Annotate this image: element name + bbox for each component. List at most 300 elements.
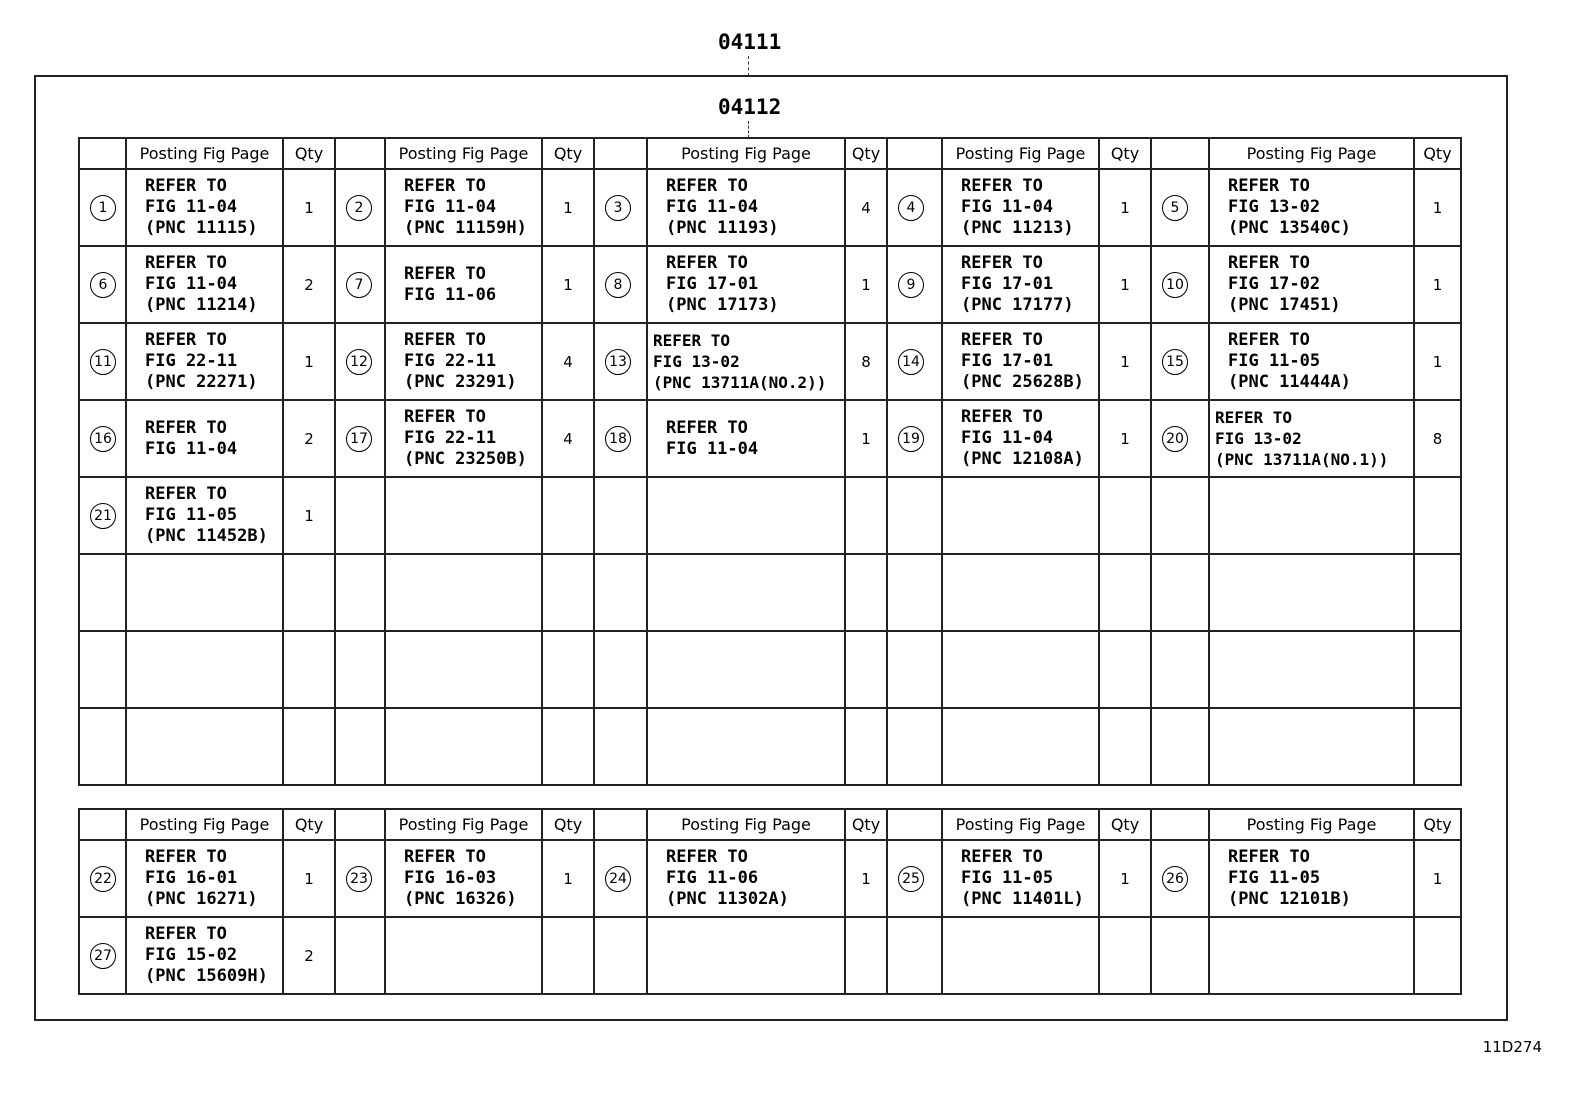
- index-cell: [335, 917, 385, 994]
- reference-text: [1210, 847, 1413, 910]
- reference-text: [648, 176, 844, 239]
- qty-cell: 1: [845, 840, 887, 917]
- reference-cell: [385, 631, 542, 708]
- index-cell: [594, 840, 647, 917]
- header-index-cell: [79, 138, 126, 169]
- reference-cell: [385, 246, 542, 323]
- reference-text: [943, 847, 1098, 910]
- index-cell: [594, 323, 647, 400]
- header-posting-fig-page: Posting Fig Page: [942, 809, 1099, 840]
- reference-line: FIG 13-02: [653, 352, 740, 371]
- reference-line: REFER TO: [145, 924, 227, 944]
- reference-line: FIG 22-11: [404, 351, 497, 371]
- reference-cell: [1209, 708, 1414, 785]
- reference-text: [386, 407, 541, 470]
- reference-line: (PNC 13711A(NO.1)): [1215, 450, 1389, 469]
- header-posting-fig-page: Posting Fig Page: [647, 138, 845, 169]
- reference-cell: [942, 477, 1099, 554]
- index-cell: [79, 708, 126, 785]
- reference-cell: [647, 323, 845, 400]
- qty-cell: [283, 708, 335, 785]
- header-posting-fig-page: Posting Fig Page: [1209, 138, 1414, 169]
- reference-line: REFER TO: [1215, 408, 1293, 427]
- header-qty: Qty: [1099, 138, 1151, 169]
- table-row: [79, 917, 1461, 994]
- reference-line: (PNC 11159H): [404, 218, 527, 238]
- reference-text: [943, 330, 1098, 393]
- reference-line: REFER TO: [1228, 330, 1310, 350]
- callout-number: 24: [605, 866, 631, 892]
- qty-cell: [845, 477, 887, 554]
- table-row: [79, 554, 1461, 631]
- reference-cell: [942, 631, 1099, 708]
- reference-line: (PNC 13711A(NO.2)): [653, 373, 827, 392]
- qty-cell: [283, 554, 335, 631]
- reference-line: (PNC 11213): [961, 218, 1074, 238]
- callout-number: 12: [346, 349, 372, 375]
- qty-cell: [845, 917, 887, 994]
- reference-cell: [647, 400, 845, 477]
- assembly-label-04111: 04111: [718, 30, 782, 54]
- index-cell: [594, 246, 647, 323]
- index-cell: [335, 246, 385, 323]
- qty-cell: 2: [283, 246, 335, 323]
- qty-cell: 1: [1414, 323, 1461, 400]
- index-cell: [335, 708, 385, 785]
- assembly-label-04112: 04112: [718, 95, 782, 119]
- reference-cell: [126, 917, 283, 994]
- reference-cell: [126, 554, 283, 631]
- index-cell: [594, 631, 647, 708]
- reference-line: (PNC 11302A): [666, 889, 789, 909]
- reference-cell: [647, 246, 845, 323]
- index-cell: [335, 840, 385, 917]
- index-cell: [594, 917, 647, 994]
- reference-cell: [647, 917, 845, 994]
- reference-line: (PNC 23291): [404, 372, 517, 392]
- reference-cell: [942, 400, 1099, 477]
- reference-cell: [942, 246, 1099, 323]
- reference-line: REFER TO: [404, 263, 486, 284]
- reference-line: FIG 11-04: [145, 438, 238, 459]
- header-qty: Qty: [1099, 809, 1151, 840]
- header-qty: Qty: [542, 138, 594, 169]
- qty-cell: 4: [542, 323, 594, 400]
- callout-number: 11: [90, 349, 116, 375]
- reference-line: FIG 11-06: [404, 284, 497, 305]
- qty-cell: [542, 554, 594, 631]
- index-cell: [79, 169, 126, 246]
- header-index-cell: [594, 809, 647, 840]
- index-cell: [887, 631, 942, 708]
- reference-line: (PNC 22271): [145, 372, 258, 392]
- reference-cell: [385, 400, 542, 477]
- reference-line: FIG 11-05: [145, 505, 238, 525]
- qty-cell: 8: [1414, 400, 1461, 477]
- qty-cell: 1: [1099, 246, 1151, 323]
- reference-text: [127, 176, 282, 239]
- reference-line: FIG 17-01: [666, 274, 759, 294]
- reference-line: FIG 11-05: [961, 868, 1054, 888]
- qty-cell: 1: [1099, 840, 1151, 917]
- qty-cell: [845, 554, 887, 631]
- header-index-cell: [594, 138, 647, 169]
- qty-cell: 2: [283, 917, 335, 994]
- reference-text: [1210, 176, 1413, 239]
- callout-number: 10: [1162, 272, 1188, 298]
- reference-cell: [126, 400, 283, 477]
- callout-number: 14: [898, 349, 924, 375]
- reference-line: FIG 17-01: [961, 274, 1054, 294]
- reference-cell: [385, 477, 542, 554]
- reference-cell: [942, 840, 1099, 917]
- index-cell: [1151, 169, 1209, 246]
- reference-line: REFER TO: [666, 417, 748, 438]
- reference-cell: [385, 708, 542, 785]
- reference-line: FIG 11-06: [666, 868, 759, 888]
- qty-cell: 1: [542, 169, 594, 246]
- header-qty: Qty: [283, 809, 335, 840]
- index-cell: [1151, 917, 1209, 994]
- reference-line: (PNC 17451): [1228, 295, 1341, 315]
- reference-cell: [1209, 246, 1414, 323]
- index-cell: [887, 840, 942, 917]
- reference-line: (PNC 12108A): [961, 449, 1084, 469]
- index-cell: [1151, 477, 1209, 554]
- qty-cell: [542, 917, 594, 994]
- qty-cell: [1099, 477, 1151, 554]
- qty-cell: 1: [283, 477, 335, 554]
- qty-cell: [542, 631, 594, 708]
- callout-number: 2: [346, 195, 372, 221]
- reference-cell: [647, 169, 845, 246]
- index-cell: [1151, 631, 1209, 708]
- reference-cell: [126, 169, 283, 246]
- callout-number: 22: [90, 866, 116, 892]
- reference-text: [648, 418, 844, 460]
- reference-text: [127, 253, 282, 316]
- qty-cell: [1414, 917, 1461, 994]
- callout-number: 16: [90, 426, 116, 452]
- reference-text: [943, 253, 1098, 316]
- callout-number: 21: [90, 503, 116, 529]
- qty-cell: [845, 708, 887, 785]
- callout-number: 7: [346, 272, 372, 298]
- reference-line: REFER TO: [1228, 176, 1310, 196]
- qty-cell: 1: [1414, 169, 1461, 246]
- callout-number: 25: [898, 866, 924, 892]
- reference-line: REFER TO: [145, 484, 227, 504]
- reference-line: REFER TO: [666, 847, 748, 867]
- reference-cell: [647, 477, 845, 554]
- header-index-cell: [335, 809, 385, 840]
- reference-line: FIG 11-05: [1228, 868, 1321, 888]
- reference-cell: [126, 246, 283, 323]
- reference-line: FIG 11-04: [666, 438, 759, 459]
- index-cell: [1151, 400, 1209, 477]
- qty-cell: 1: [283, 840, 335, 917]
- callout-number: 17: [346, 426, 372, 452]
- reference-cell: [1209, 917, 1414, 994]
- reference-line: REFER TO: [653, 331, 731, 350]
- qty-cell: [542, 477, 594, 554]
- header-posting-fig-page: Posting Fig Page: [385, 138, 542, 169]
- reference-text: [386, 176, 541, 239]
- index-cell: [79, 554, 126, 631]
- callout-number: 9: [898, 272, 924, 298]
- reference-line: FIG 22-11: [404, 428, 497, 448]
- reference-cell: [1209, 631, 1414, 708]
- reference-line: (PNC 11193): [666, 218, 779, 238]
- reference-text: [943, 176, 1098, 239]
- qty-cell: [1414, 554, 1461, 631]
- header-qty: Qty: [1414, 138, 1461, 169]
- reference-cell: [126, 840, 283, 917]
- header-row: [79, 138, 1461, 169]
- reference-cell: [126, 323, 283, 400]
- qty-cell: [542, 708, 594, 785]
- qty-cell: 1: [1099, 323, 1151, 400]
- reference-line: REFER TO: [1228, 847, 1310, 867]
- reference-text: [648, 847, 844, 910]
- callout-number: 13: [605, 349, 631, 375]
- reference-line: FIG 22-11: [145, 351, 238, 371]
- reference-cell: [126, 708, 283, 785]
- index-cell: [1151, 554, 1209, 631]
- reference-cell: [942, 554, 1099, 631]
- callout-number: 20: [1162, 426, 1188, 452]
- reference-line: (PNC 25628B): [961, 372, 1084, 392]
- reference-cell: [1209, 323, 1414, 400]
- qty-cell: 8: [845, 323, 887, 400]
- qty-cell: [1099, 554, 1151, 631]
- reference-line: REFER TO: [145, 417, 227, 438]
- callout-number: 26: [1162, 866, 1188, 892]
- reference-line: REFER TO: [145, 176, 227, 196]
- index-cell: [335, 631, 385, 708]
- reference-line: REFER TO: [404, 847, 486, 867]
- reference-cell: [647, 631, 845, 708]
- index-cell: [594, 554, 647, 631]
- reference-line: FIG 11-05: [1228, 351, 1321, 371]
- reference-line: (PNC 12101B): [1228, 889, 1351, 909]
- reference-text: [1210, 407, 1413, 470]
- reference-line: (PNC 11401L): [961, 889, 1084, 909]
- reference-cell: [385, 169, 542, 246]
- reference-cell: [942, 169, 1099, 246]
- header-index-cell: [79, 809, 126, 840]
- header-index-cell: [1151, 138, 1209, 169]
- reference-text: [943, 407, 1098, 470]
- reference-cell: [1209, 554, 1414, 631]
- index-cell: [335, 323, 385, 400]
- header-qty: Qty: [283, 138, 335, 169]
- reference-text: [127, 847, 282, 910]
- index-cell: [887, 246, 942, 323]
- reference-line: REFER TO: [145, 330, 227, 350]
- reference-cell: [942, 917, 1099, 994]
- reference-line: (PNC 23250B): [404, 449, 527, 469]
- reference-text: [127, 418, 282, 460]
- index-cell: [79, 400, 126, 477]
- table-row: [79, 840, 1461, 917]
- callout-number: 19: [898, 426, 924, 452]
- header-index-cell: [335, 138, 385, 169]
- illustration-code: 11D274: [1482, 1038, 1542, 1056]
- qty-cell: 1: [1414, 246, 1461, 323]
- callout-number: 23: [346, 866, 372, 892]
- reference-cell: [1209, 400, 1414, 477]
- index-cell: [79, 477, 126, 554]
- reference-line: REFER TO: [145, 847, 227, 867]
- table-row: [79, 708, 1461, 785]
- reference-line: FIG 16-03: [404, 868, 497, 888]
- header-qty: Qty: [542, 809, 594, 840]
- qty-cell: 1: [283, 169, 335, 246]
- index-cell: [887, 917, 942, 994]
- reference-cell: [385, 323, 542, 400]
- table-row: [79, 400, 1461, 477]
- index-cell: [79, 631, 126, 708]
- index-cell: [1151, 246, 1209, 323]
- callout-number: 18: [605, 426, 631, 452]
- qty-cell: [1099, 708, 1151, 785]
- index-cell: [887, 477, 942, 554]
- reference-line: FIG 13-02: [1228, 197, 1321, 217]
- callout-number: 27: [90, 943, 116, 969]
- reference-line: FIG 11-04: [961, 428, 1054, 448]
- callout-number: 6: [90, 272, 116, 298]
- qty-cell: [1414, 631, 1461, 708]
- reference-text: [1210, 253, 1413, 316]
- header-index-cell: [1151, 809, 1209, 840]
- index-cell: [335, 477, 385, 554]
- reference-line: REFER TO: [1228, 253, 1310, 273]
- reference-table-secondary: [78, 808, 1462, 995]
- reference-line: (PNC 17173): [666, 295, 779, 315]
- reference-line: (PNC 15609H): [145, 966, 268, 986]
- reference-table-main: [78, 137, 1462, 786]
- qty-cell: 1: [542, 840, 594, 917]
- header-qty: Qty: [845, 138, 887, 169]
- qty-cell: [1414, 477, 1461, 554]
- reference-text: [1210, 330, 1413, 393]
- table-row: [79, 631, 1461, 708]
- reference-line: (PNC 17177): [961, 295, 1074, 315]
- reference-cell: [647, 554, 845, 631]
- qty-cell: 4: [542, 400, 594, 477]
- reference-line: (PNC 11452B): [145, 526, 268, 546]
- table-row: [79, 246, 1461, 323]
- qty-cell: 2: [283, 400, 335, 477]
- reference-text: [386, 330, 541, 393]
- index-cell: [335, 400, 385, 477]
- reference-text: [127, 330, 282, 393]
- reference-line: FIG 11-04: [145, 274, 238, 294]
- index-cell: [335, 554, 385, 631]
- reference-line: FIG 17-02: [1228, 274, 1321, 294]
- qty-cell: 4: [845, 169, 887, 246]
- header-qty: Qty: [845, 809, 887, 840]
- index-cell: [887, 708, 942, 785]
- reference-text: [127, 924, 282, 987]
- reference-line: (PNC 11444A): [1228, 372, 1351, 392]
- reference-line: REFER TO: [404, 407, 486, 427]
- reference-line: FIG 17-01: [961, 351, 1054, 371]
- reference-line: REFER TO: [404, 330, 486, 350]
- reference-cell: [385, 917, 542, 994]
- reference-cell: [647, 708, 845, 785]
- index-cell: [1151, 323, 1209, 400]
- reference-cell: [942, 708, 1099, 785]
- header-index-cell: [887, 138, 942, 169]
- table-row: [79, 169, 1461, 246]
- reference-line: REFER TO: [961, 407, 1043, 427]
- index-cell: [887, 169, 942, 246]
- reference-cell: [385, 554, 542, 631]
- callout-number: 1: [90, 195, 116, 221]
- reference-line: (PNC 16326): [404, 889, 517, 909]
- reference-line: FIG 11-04: [961, 197, 1054, 217]
- qty-cell: 1: [1414, 840, 1461, 917]
- header-posting-fig-page: Posting Fig Page: [126, 138, 283, 169]
- reference-line: REFER TO: [404, 176, 486, 196]
- reference-text: [127, 484, 282, 547]
- index-cell: [79, 917, 126, 994]
- reference-line: REFER TO: [666, 253, 748, 273]
- index-cell: [1151, 708, 1209, 785]
- callout-number: 8: [605, 272, 631, 298]
- reference-line: REFER TO: [961, 253, 1043, 273]
- index-cell: [594, 400, 647, 477]
- reference-line: REFER TO: [961, 847, 1043, 867]
- qty-cell: [283, 631, 335, 708]
- index-cell: [594, 477, 647, 554]
- callout-number: 4: [898, 195, 924, 221]
- reference-line: FIG 11-04: [666, 197, 759, 217]
- table-row: [79, 323, 1461, 400]
- reference-cell: [1209, 840, 1414, 917]
- header-posting-fig-page: Posting Fig Page: [385, 809, 542, 840]
- reference-text: [648, 330, 844, 393]
- header-posting-fig-page: Posting Fig Page: [1209, 809, 1414, 840]
- index-cell: [1151, 840, 1209, 917]
- reference-cell: [1209, 169, 1414, 246]
- reference-line: FIG 13-02: [1215, 429, 1302, 448]
- reference-text: [648, 253, 844, 316]
- reference-cell: [126, 631, 283, 708]
- leader-line-outer: [748, 56, 749, 76]
- header-posting-fig-page: Posting Fig Page: [942, 138, 1099, 169]
- qty-cell: [1099, 631, 1151, 708]
- index-cell: [594, 169, 647, 246]
- reference-line: REFER TO: [145, 253, 227, 273]
- reference-text: [386, 847, 541, 910]
- reference-line: FIG 11-04: [145, 197, 238, 217]
- reference-cell: [1209, 477, 1414, 554]
- index-cell: [887, 554, 942, 631]
- header-index-cell: [887, 809, 942, 840]
- reference-line: REFER TO: [666, 176, 748, 196]
- callout-number: 15: [1162, 349, 1188, 375]
- header-row: [79, 809, 1461, 840]
- reference-cell: [385, 840, 542, 917]
- index-cell: [594, 708, 647, 785]
- qty-cell: 1: [845, 246, 887, 323]
- reference-line: (PNC 11115): [145, 218, 258, 238]
- reference-line: (PNC 16271): [145, 889, 258, 909]
- qty-cell: 1: [1099, 400, 1151, 477]
